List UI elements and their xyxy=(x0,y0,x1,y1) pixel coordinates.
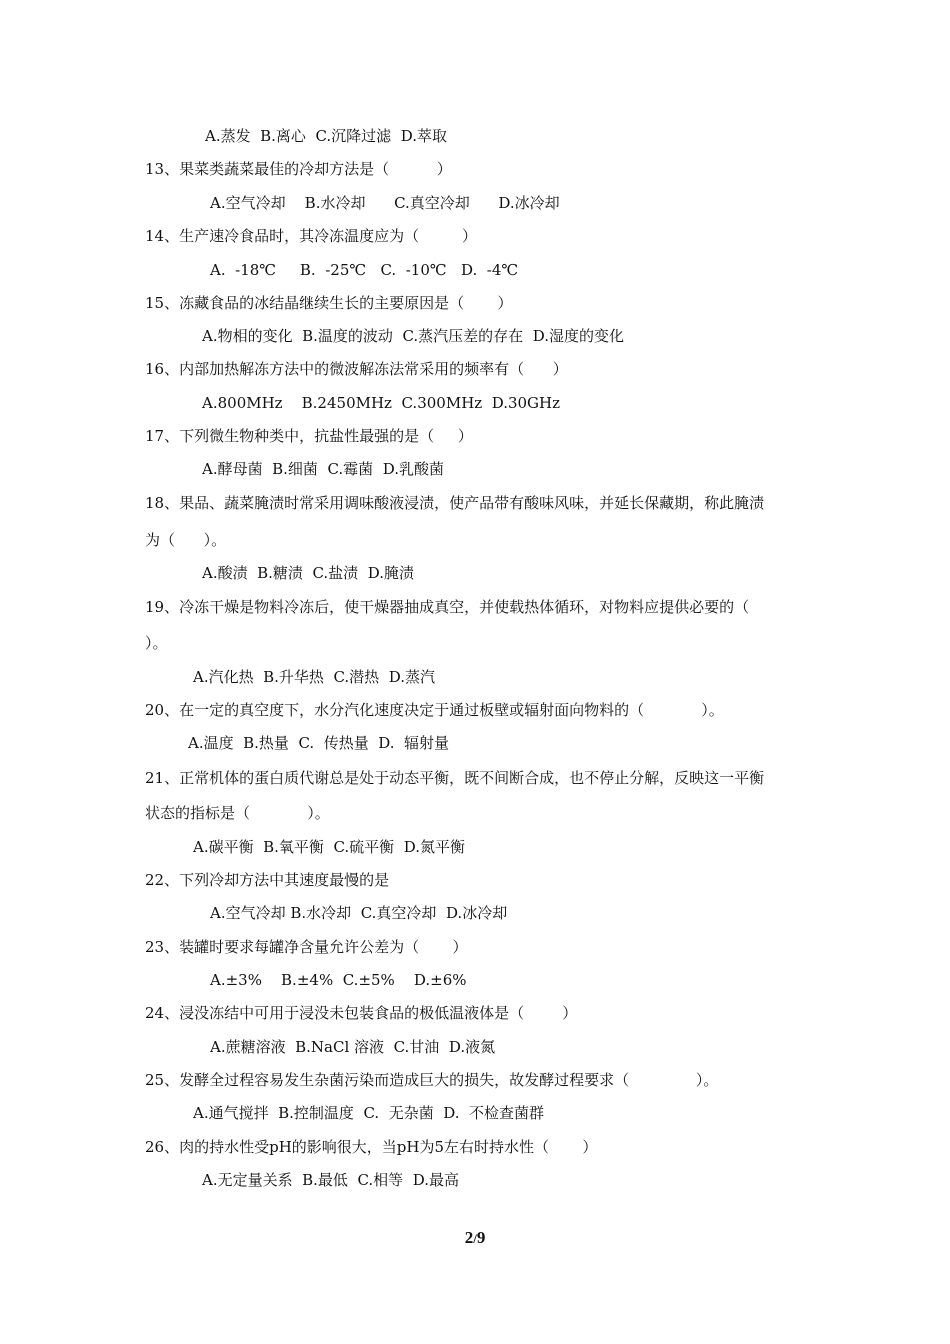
q18-text-line2: 为（ ）。 xyxy=(145,531,227,549)
q24-text: 24、浸没冻结中可用于浸没未包装食品的极低温液体是（ ） xyxy=(145,1004,578,1022)
current-page: 2 xyxy=(464,1228,474,1247)
page-separator: / xyxy=(473,1231,477,1246)
q20-options: A.温度 B.热量 C. 传热量 D. 辐射量 xyxy=(188,734,450,752)
q25-text: 25、发酵全过程容易发生杂菌污染而造成巨大的损失，故发酵过程要求（ ）。 xyxy=(145,1071,719,1089)
q14-options: A. -18℃ B. -25℃ C. -10℃ D. -4℃ xyxy=(210,261,519,279)
q16-options: A.800MHz B.2450MHz C.300MHz D.30GHz xyxy=(202,394,561,412)
q23-text: 23、装罐时要求每罐净含量允许公差为（ ） xyxy=(145,938,468,956)
q19-options: A.汽化热 B.升华热 C.潜热 D.蒸汽 xyxy=(193,668,435,686)
q26-options: A.无定量关系 B.最低 C.相等 D.最高 xyxy=(202,1171,459,1189)
q13-options: A.空气冷却 B.水冷却 C.真空冷却 D.冰冷却 xyxy=(210,194,560,212)
q20-text: 20、在一定的真空度下，水分汽化速度决定于通过板壁或辐射面向物料的（ ）。 xyxy=(145,701,724,719)
q18-text-line1: 18、果品、蔬菜腌渍时常采用调味酸液浸渍，使产品带有酸味风味，并延长保藏期，称此腌渍 xyxy=(145,494,765,512)
q19-text-line1: 19、冷冻干燥是物料冷冻后，使干燥器抽成真空，并使载热体循环，对物料应提供必要的（ xyxy=(145,598,750,616)
q22-text: 22、下列冷却方法中其速度最慢的是 xyxy=(145,871,390,889)
page-number xyxy=(0,1228,950,1248)
q22-options: A.空气冷却 B.水冷却 C.真空冷却 D.冰冷却 xyxy=(210,904,508,922)
q24-options: A.蔗糖溶液 B.NaCl 溶液 C.甘油 D.液氮 xyxy=(210,1038,496,1056)
q19-text-line2: ）。 xyxy=(145,634,168,652)
q21-text-line2: 状态的指标是（ ）。 xyxy=(145,804,330,822)
q23-options: A.±3% B.±4% C.±5% D.±6% xyxy=(210,971,467,989)
q17-options: A.酵母菌 B.细菌 C.霉菌 D.乳酸菌 xyxy=(202,460,444,478)
q12-options: A.蒸发 B.离心 C.沉降过滤 D.萃取 xyxy=(205,127,447,145)
q16-text: 16、内部加热解冻方法中的微波解冻法常采用的频率有（ ） xyxy=(145,360,568,378)
q25-options: A.通气搅拌 B.控制温度 C. 无杂菌 D. 不检查菌群 xyxy=(193,1104,545,1122)
q26-text: 26、肉的持水性受pH的影响很大，当pH为5左右时持水性（ ） xyxy=(145,1138,598,1156)
q15-text: 15、冻藏食品的冰结晶继续生长的主要原因是（ ） xyxy=(145,294,513,312)
q14-text: 14、生产速冷食品时，其冷冻温度应为（ ） xyxy=(145,227,478,245)
q18-options: A.酸渍 B.糖渍 C.盐渍 D.腌渍 xyxy=(202,564,414,582)
total-pages: 9 xyxy=(476,1228,486,1247)
q21-text-line1: 21、正常机体的蛋白质代谢总是处于动态平衡，既不间断合成，也不停止分解，反映这一平衡 xyxy=(145,769,765,787)
q15-options: A.物相的变化 B.温度的波动 C.蒸汽压差的存在 D.湿度的变化 xyxy=(202,327,624,345)
q13-text: 13、果菜类蔬菜最佳的冷却方法是（ ） xyxy=(145,160,452,178)
q21-options: A.碳平衡 B.氧平衡 C.硫平衡 D.氮平衡 xyxy=(193,838,465,856)
q17-text: 17、下列微生物种类中，抗盐性最强的是（ ） xyxy=(145,427,473,445)
